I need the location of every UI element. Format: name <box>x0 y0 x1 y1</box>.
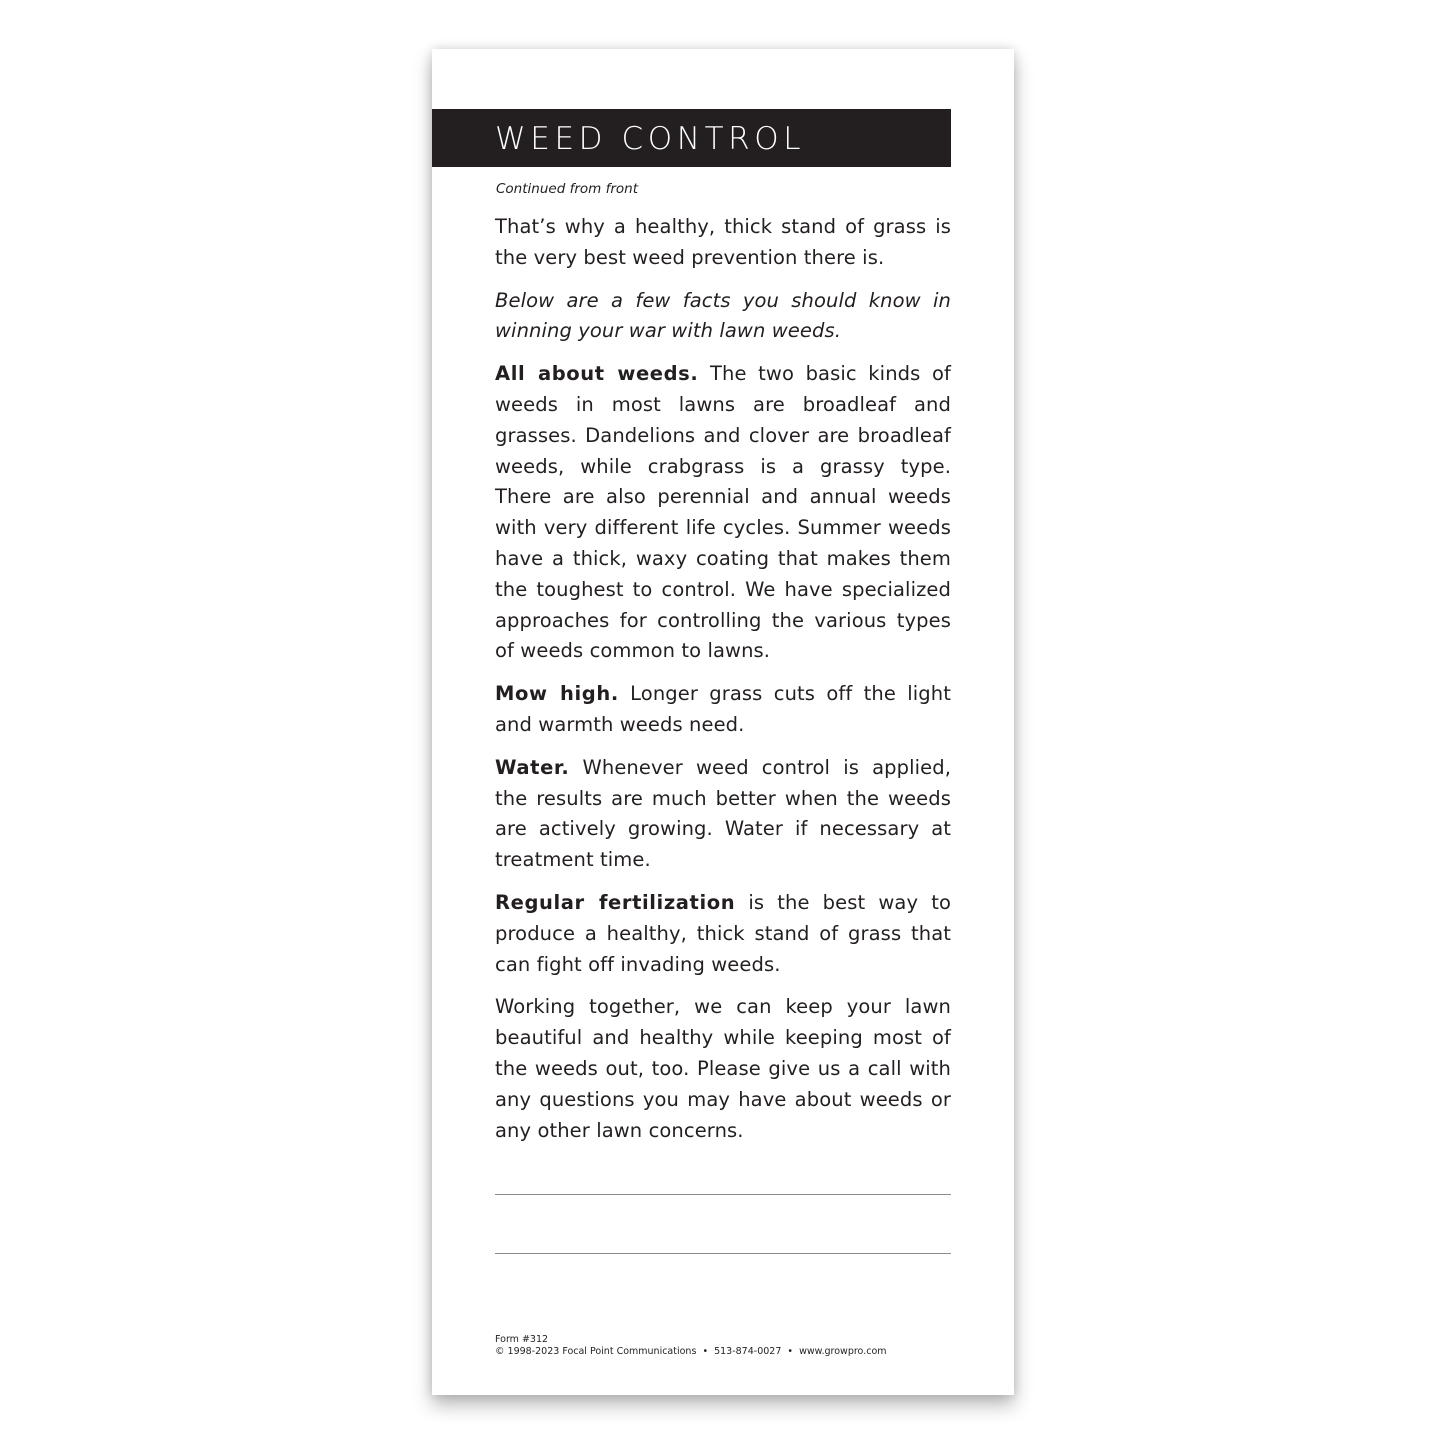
paragraph-regular-fertilization <box>495 888 951 980</box>
paragraph-text: is the best way to produce a healthy, thick stand of grass that can fight off invading weeds. <box>495 890 951 976</box>
paragraph-mow-high <box>495 679 951 741</box>
paragraph-lead: Mow high. <box>495 682 619 706</box>
footer <box>495 1334 887 1358</box>
paragraph-lead: Water. <box>495 755 570 779</box>
paragraph-all-about-weeds <box>495 359 951 667</box>
phone-number: 513-874-0027 <box>714 1346 782 1357</box>
paragraph-text: Whenever weed control is applied, the results are much better when the weeds are actively growing. Water if necessary at treatment time. <box>495 755 951 872</box>
document-title: WEED CONTROL <box>495 121 806 157</box>
paragraph-intro <box>495 212 951 274</box>
copyright: © 1998-2023 Focal Point Communications <box>495 1346 697 1357</box>
form-number: Form #312 <box>495 1334 549 1345</box>
body-text <box>495 212 951 1158</box>
website-link[interactable]: www.growpro.com <box>799 1346 887 1357</box>
document-card <box>432 49 1014 1395</box>
continued-note: Continued from front <box>496 181 638 197</box>
paragraph-text: Working together, we can keep your lawn beautiful and healthy while keeping most of the weeds out, too. Please give us a call with any questions you may have about weeds or any other lawn concerns. <box>495 995 951 1142</box>
bullet-separator: • <box>787 1346 794 1357</box>
paragraph-text: Below are a few facts you should know in winning your war with lawn weeds. <box>495 288 951 343</box>
paragraph-text: That’s why a healthy, thick stand of grass is the very best weed prevention there is. <box>495 215 951 269</box>
title-bar <box>432 109 951 167</box>
signature-line-1 <box>495 1194 951 1195</box>
paragraph-closing <box>495 992 951 1146</box>
footer-credits <box>495 1346 887 1358</box>
paragraph-lead: All about weeds. <box>495 362 699 386</box>
bullet-separator: • <box>702 1346 709 1357</box>
paragraph-water <box>495 753 951 876</box>
paragraph-text: Longer grass cuts off the light and warmth weeds need. <box>495 682 951 736</box>
paragraph-facts-intro <box>495 286 951 348</box>
paragraph-text: The two basic kinds of weeds in most lawns are broadleaf and grasses. Dandelions and clover are broadleaf weeds, while crabgrass is a grassy type. There are also perennial and annual weeds with very different life cycles. Summer weeds have a thick, waxy coating that makes them the toughest to control. We have specialized approaches for controlling the various types of weeds common to lawns. <box>495 362 951 663</box>
paragraph-lead: Regular fertilization <box>495 890 736 914</box>
signature-line-2 <box>495 1253 951 1254</box>
